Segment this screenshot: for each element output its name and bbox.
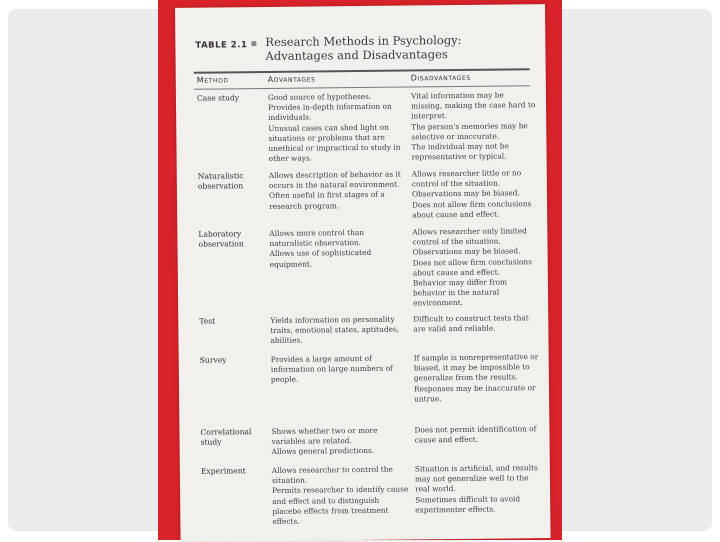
table-title: Research Methods in Psychology: Advantages and Disadvantages	[265, 32, 462, 63]
disadvantages-cell: Difficult to construct tests that are valid and reliable.	[413, 313, 529, 334]
column-header-advantages: Advantages	[267, 74, 316, 84]
table-row-correlational-study	[179, 424, 549, 457]
table-sheet	[175, 4, 551, 542]
method-cell: Test	[199, 316, 216, 326]
method-cell: Case study	[196, 93, 240, 103]
method-cell: Survey	[199, 355, 227, 365]
header-rule	[194, 85, 530, 90]
method-cell: Naturalistic observation	[197, 171, 244, 191]
advantages-cell: Allows description of behavior as it occurs in the natural environment. Often useful in first stages of a research program.	[268, 169, 401, 211]
column-header-method: Method	[196, 75, 229, 85]
table-row-survey	[179, 352, 549, 404]
advantages-cell: Allows researcher to control the situation. Permits researcher to identify cause and effect and to distinguish placebo effects from treatment effects.	[271, 464, 409, 526]
advantages-cell: Shows whether two or more variables are related. Allows general predictions.	[271, 425, 378, 457]
column-header-disadvantages: Disadvantages	[410, 72, 471, 83]
title-bullet-icon	[251, 41, 256, 46]
table-row-experiment	[180, 463, 550, 526]
disadvantages-cell: Allows researcher little or no control of the situation. Observations may be biased. Does not allow firm conclusions about cause and effect.	[411, 168, 532, 220]
advantages-cell: Provides a large amount of information on large numbers of people.	[270, 353, 393, 385]
table-row-case-study	[176, 90, 546, 164]
method-cell: Laboratory observation	[198, 229, 244, 249]
table-row-naturalistic-observation	[177, 168, 547, 220]
table-title-block	[195, 32, 535, 63]
top-rule	[194, 68, 530, 73]
disadvantages-cell: Allows researcher only limited control of the situation. Observations may be biased. Does not allow firm conclusions about cause and effect. Behavior may differ from behavior in the natural environment.	[412, 226, 533, 308]
method-cell: Correlational study	[200, 427, 252, 447]
advantages-cell: Good source of hypotheses. Provides in-depth information on individuals. Unusual cases can shed light on situations or problems that are unethical or impractical to study in other ways.	[267, 91, 401, 164]
disadvantages-cell: Vital information may be missing, making the case hard to interpret. The person's memories may be selective or inaccurate. The individual may not be representative or typical.	[410, 90, 536, 162]
advantages-cell: Yields information on personality traits, emotional states, aptitudes, abilities.	[270, 314, 400, 346]
advantages-cell: Allows more control than naturalistic observation. Allows use of sophisticated equipment.	[269, 227, 372, 269]
method-cell: Experiment	[200, 466, 246, 476]
disadvantages-cell: Does not permit identification of cause and effect.	[414, 424, 537, 445]
table-row-test	[178, 313, 548, 346]
table-row-laboratory-observation	[177, 226, 547, 308]
disadvantages-cell: If sample is nonrepresentative or biased, it may be impossible to generalize from the results. Responses may be inaccurate or untrue.	[413, 352, 539, 404]
table-number: TABLE 2.1	[195, 40, 248, 51]
disadvantages-cell: Situation is artificial, and results may not generalize well to the real world. Sometimes difficult to avoid experimenter effects.	[414, 463, 538, 515]
